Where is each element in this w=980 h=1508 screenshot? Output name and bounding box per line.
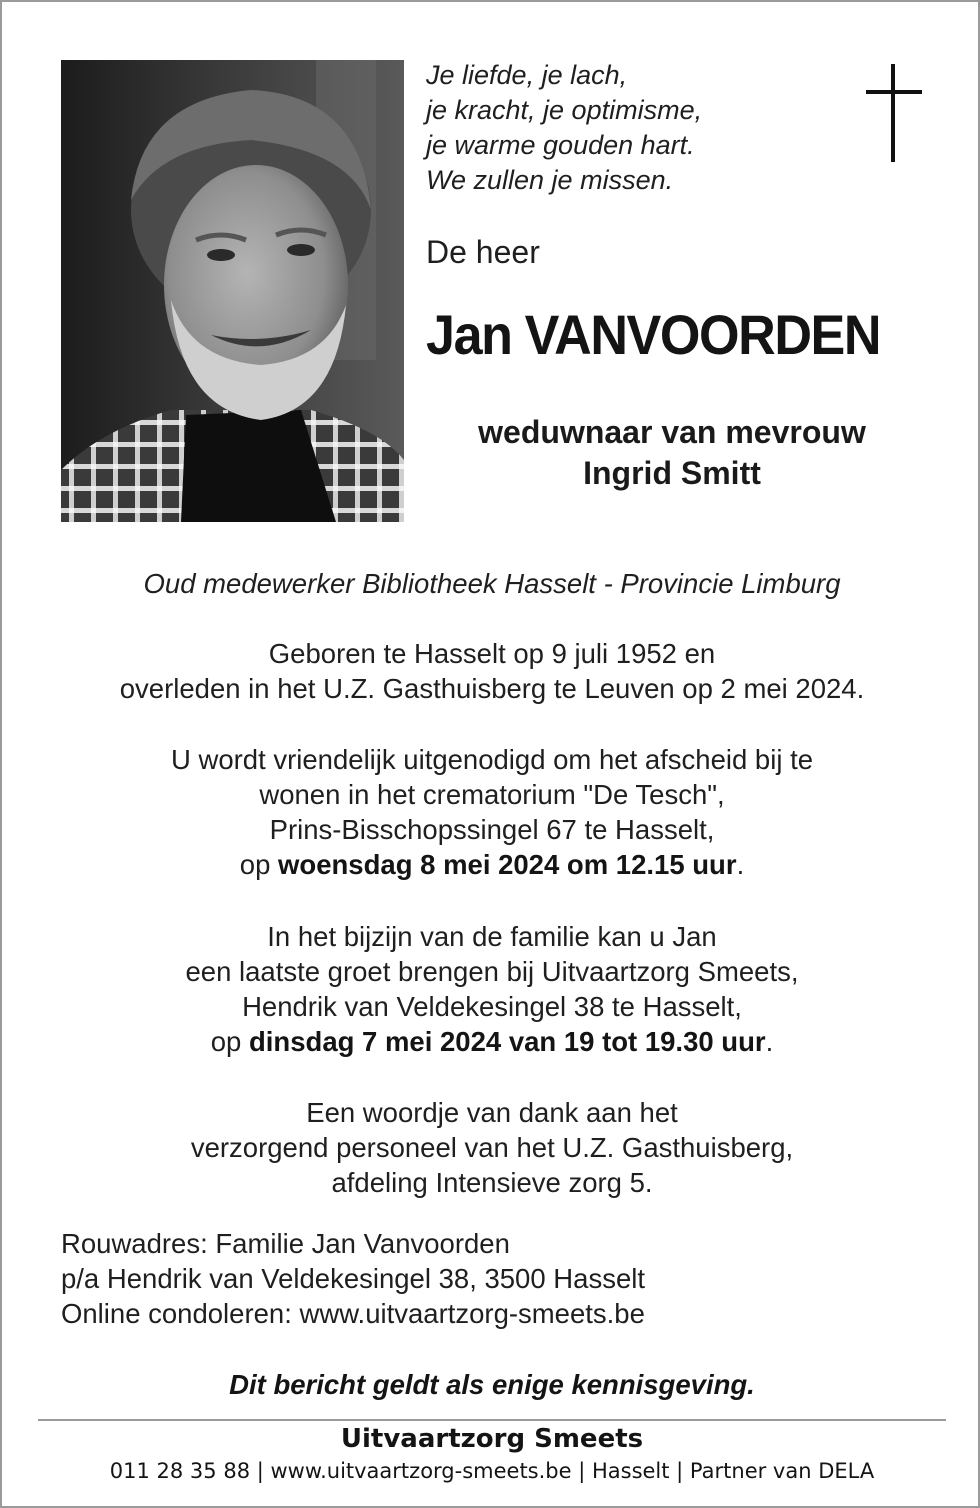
farewell-info bbox=[2, 742, 980, 882]
text-fragment: . bbox=[765, 1026, 774, 1057]
poem-line: We zullen je missen. bbox=[426, 165, 674, 195]
text-line: Prins-Bisschopssingel 67 te Hasselt, bbox=[269, 814, 715, 845]
condolence-link[interactable]: Online condoleren: www.uitvaartzorg-smeets.be bbox=[61, 1298, 645, 1329]
poem-line: je kracht, je optimisme, bbox=[426, 95, 703, 125]
text-fragment: . bbox=[736, 849, 745, 880]
mourning-address bbox=[61, 1226, 645, 1331]
text-line: Rouwadres: Familie Jan Vanvoorden bbox=[61, 1228, 510, 1259]
funeral-home-contact: 011 28 35 88 | www.uitvaartzorg-smeets.be | Hasselt | Partner van DELA bbox=[109, 1459, 875, 1483]
farewell-date: woensdag 8 mei 2024 om 12.15 uur bbox=[278, 849, 737, 880]
text-line: p/a Hendrik van Veldekesingel 38, 3500 Hasselt bbox=[61, 1263, 645, 1294]
memorial-poem bbox=[426, 58, 826, 198]
text-fragment: op bbox=[210, 1026, 249, 1057]
thanks-note bbox=[2, 1095, 980, 1200]
funeral-home-name: Uitvaartzorg Smeets bbox=[340, 1424, 644, 1454]
honorific: De heer bbox=[426, 234, 540, 270]
notice-statement: Dit bericht geldt als enige kennisgeving. bbox=[229, 1369, 755, 1400]
poem-line: Je liefde, je lach, bbox=[426, 60, 628, 90]
text-line: Een woordje van dank aan het bbox=[306, 1097, 678, 1128]
text-line: overleden in het U.Z. Gasthuisberg te Leuven op 2 mei 2024. bbox=[119, 673, 865, 704]
farewell-datetime bbox=[2, 847, 980, 882]
portrait-image bbox=[61, 60, 404, 522]
text-fragment: op bbox=[239, 849, 279, 880]
text-line: wonen in het crematorium "De Tesch", bbox=[259, 779, 725, 810]
spouse-name: Ingrid Smitt bbox=[583, 455, 761, 491]
cross-icon bbox=[864, 64, 924, 162]
deceased-name: Jan VANVOORDEN bbox=[426, 303, 881, 366]
text-line: U wordt vriendelijk uitgenodigd om het afscheid bij te bbox=[170, 744, 814, 775]
occupation: Oud medewerker Bibliotheek Hasselt - Provincie Limburg bbox=[143, 568, 841, 599]
portrait-photo bbox=[61, 60, 404, 522]
divider bbox=[38, 1419, 946, 1421]
visitation-info bbox=[2, 919, 980, 1059]
text-line: verzorgend personeel van het U.Z. Gasthuisberg, bbox=[190, 1132, 794, 1163]
birth-death-info bbox=[2, 636, 980, 706]
text-line: Hendrik van Veldekesingel 38 te Hasselt, bbox=[242, 991, 742, 1022]
poem-line: je warme gouden hart. bbox=[426, 130, 695, 160]
visitation-datetime bbox=[2, 1024, 980, 1059]
text-line: Geboren te Hasselt op 9 juli 1952 en bbox=[268, 638, 716, 669]
spouse-line: weduwnaar van mevrouw bbox=[478, 414, 866, 450]
visitation-date: dinsdag 7 mei 2024 van 19 tot 19.30 uur bbox=[248, 1026, 766, 1057]
spouse-info bbox=[412, 412, 932, 494]
text-line: afdeling Intensieve zorg 5. bbox=[331, 1167, 653, 1198]
text-line: een laatste groet brengen bij Uitvaartzorg Smeets, bbox=[185, 956, 799, 987]
text-line: In het bijzijn van de familie kan u Jan bbox=[267, 921, 717, 952]
